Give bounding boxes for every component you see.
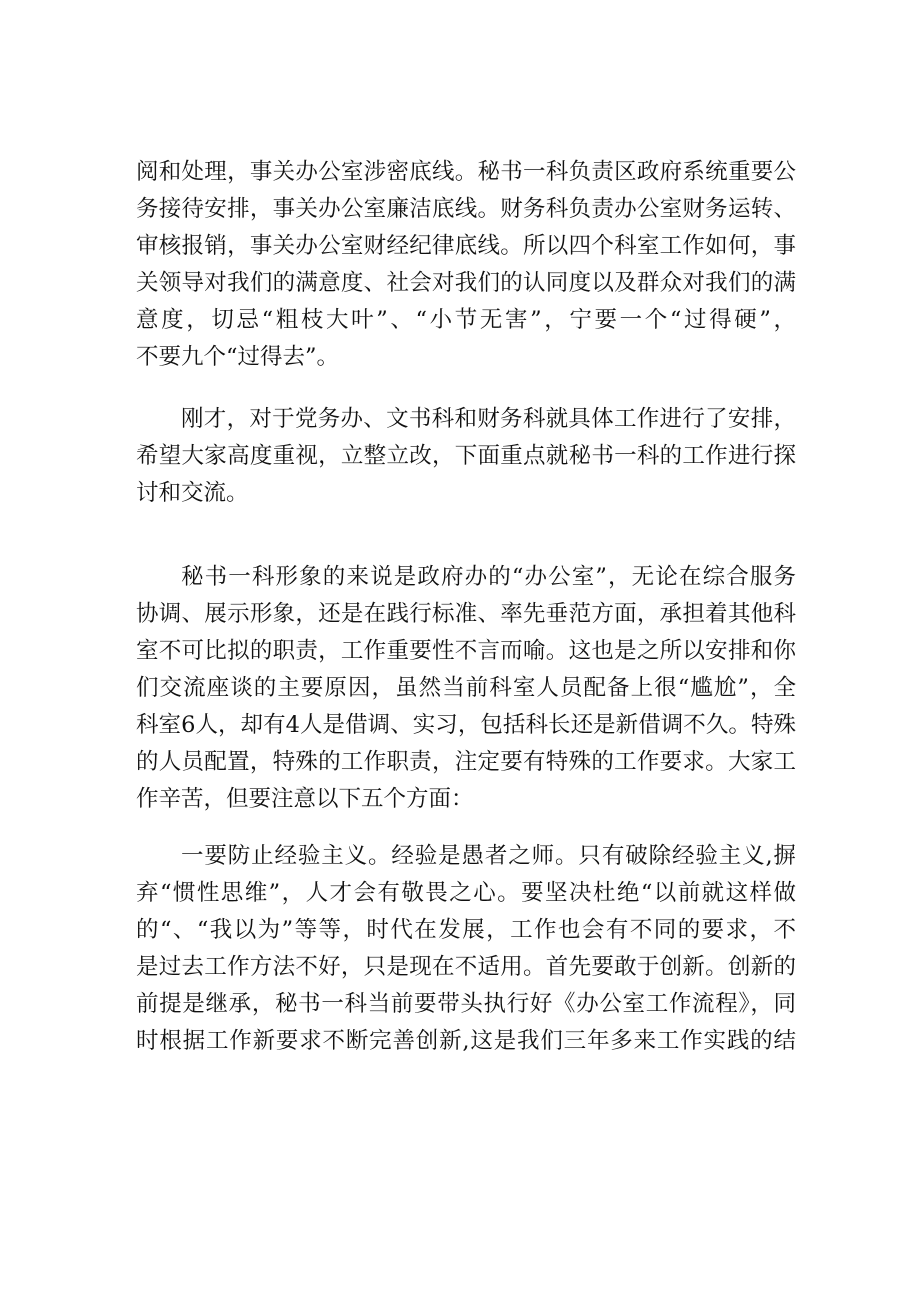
paragraph-line: 意度，切忌“粗枝大叶”、“小节无害”，宁要一个“过得硬”， xyxy=(136,307,796,333)
paragraph-line: 前提是继承，秘书一科当前要带头执行好《办公室工作流程》，同 xyxy=(136,991,796,1017)
paragraph-line: 室不可比拟的职责，工作重要性不言而喻。这也是之所以安排和你 xyxy=(136,638,796,664)
paragraph-2 xyxy=(136,401,796,512)
paragraph-3 xyxy=(136,559,796,818)
paragraph-line: 希望大家高度重视，立整立改，下面重点就秘书一科的工作进行探 xyxy=(136,443,796,469)
paragraph-line: 的人员配置，特殊的工作职责，注定要有特殊的工作要求。大家工 xyxy=(136,749,796,775)
paragraph-line: 刚才，对于党务办、文书科和财务科就具体工作进行了安排， xyxy=(181,406,796,432)
paragraph-line: 是过去工作方法不好，只是现在不适用。首先要敢于创新。创新的 xyxy=(136,954,796,980)
paragraph-line: 阅和处理，事关办公室涉密底线。秘书一科负责区政府系统重要公 xyxy=(136,159,796,185)
paragraph-line: 一要防止经验主义。经验是愚者之师。只有破除经验主义,摒 xyxy=(181,843,796,869)
paragraph-line: 审核报销，事关办公室财经纪律底线。所以四个科室工作如何，事 xyxy=(136,233,796,259)
paragraph-line: 秘书一科形象的来说是政府办的“办公室”，无论在综合服务 xyxy=(181,564,796,590)
paragraph-line: 讨和交流。 xyxy=(136,480,249,506)
paragraph-line: 的“、“我以为”等等，时代在发展，工作也会有不同的要求，不 xyxy=(136,917,796,943)
paragraph-line: 时根据工作新要求不断完善创新,这是我们三年多来工作实践的结 xyxy=(136,1028,796,1054)
paragraph-4 xyxy=(136,838,796,1060)
paragraph-line: 协调、展示形象，还是在践行标准、率先垂范方面，承担着其他科 xyxy=(136,601,796,627)
paragraph-line: 关领导对我们的满意度、社会对我们的认同度以及群众对我们的满 xyxy=(136,270,796,296)
paragraph-1 xyxy=(136,154,796,376)
paragraph-line: 弃“惯性思维”，人才会有敬畏之心。要坚决杜绝“以前就这样做 xyxy=(136,880,796,906)
paragraph-line: 作辛苦，但要注意以下五个方面： xyxy=(136,786,474,812)
paragraph-line: 们交流座谈的主要原因，虽然当前科室人员配备上很“尴尬”，全 xyxy=(136,675,796,701)
paragraph-line: 务接待安排，事关办公室廉洁底线。财务科负责办公室财务运转、 xyxy=(136,196,796,222)
paragraph-line: 不要九个“过得去”。 xyxy=(136,344,340,370)
paragraph-line: 科室6人，却有4人是借调、实习，包括科长还是新借调不久。特殊 xyxy=(136,712,796,738)
